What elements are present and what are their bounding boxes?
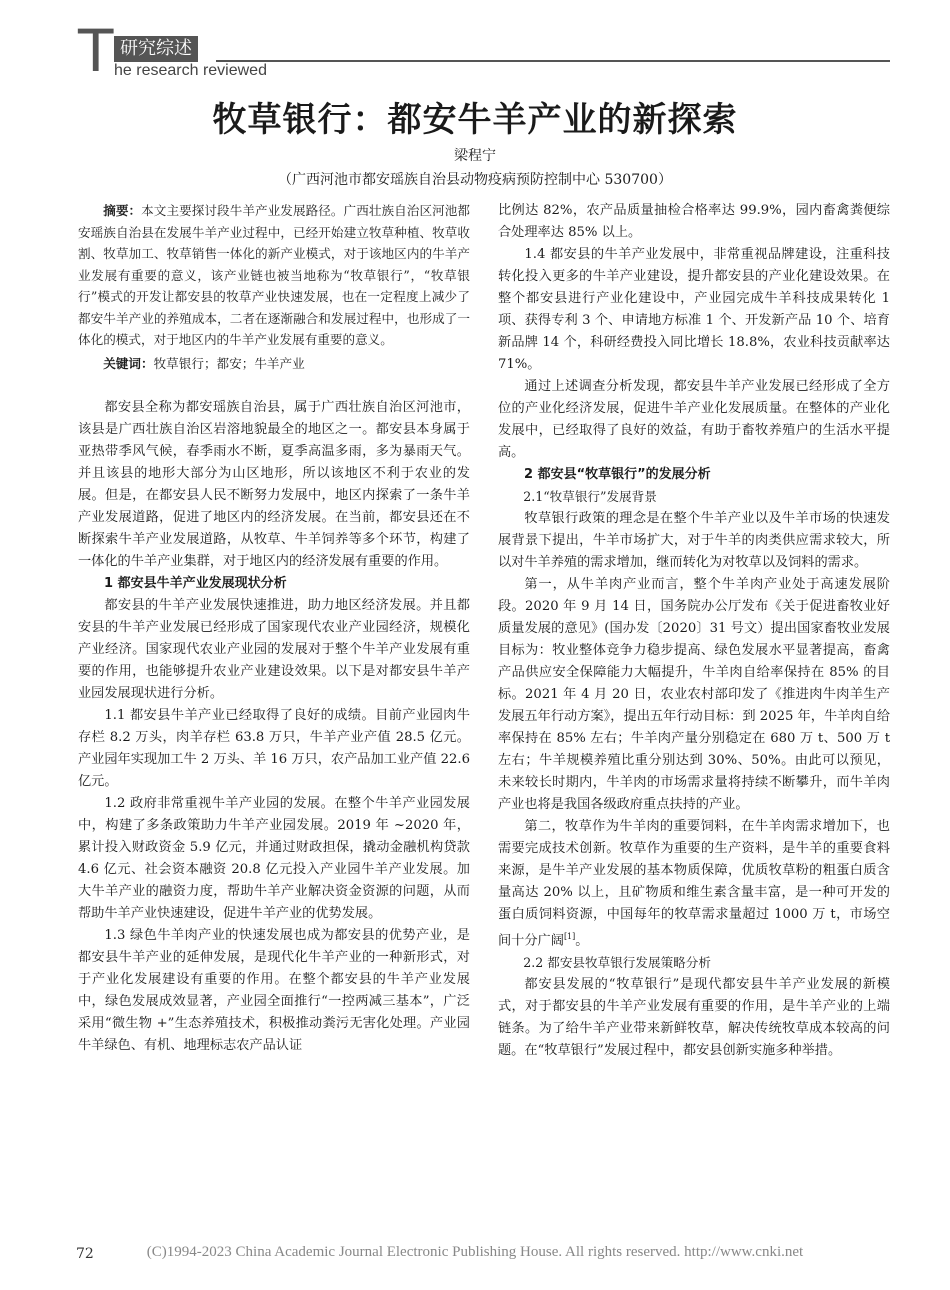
subsection-2-2-heading: 2.2 都安县牧草银行发展策略分析 — [523, 955, 711, 971]
section-label-cn: 研究综述 — [114, 36, 198, 62]
paragraph: 1.4 都安县的牛羊产业发展中，非常重视品牌建设，注重科技转化投入更多的牛羊产业建设，提升都安县的产业化建设效果。在整个都安县进行产业化建设中，产业园完成牛羊科技成果转化 1 项、获得专利 3 个、申请地方标准 1 个、开发新产品 10 个、培育新品牌 14 个，科研经费投入同比增长 18.8%，农业科技贡献率达 71%。 — [498, 247, 890, 372]
paragraph: 都安县的牛羊产业发展快速推进，助力地区经济发展。并且都安县的牛羊产业发展已经形成了国家现代农业产业园经济，规模化产业经济。国家现代农业产业园的发展对于整个牛羊产业发展有重要的作用，也能够提升农业产业建设效果。以下是对都安县牛羊产业园发展现状进行分析。 — [78, 597, 470, 701]
keywords-text: 牧草银行；都安；牛羊产业 — [153, 355, 305, 371]
section-2-heading: 2 都安县“牧草银行”的发展分析 — [524, 467, 711, 482]
section-label-en: he research reviewed — [114, 62, 267, 79]
article-author: 梁程宁 — [454, 148, 496, 164]
paragraph: 比例达 82%，农产品质量抽检合格率达 99.9%，园内畜禽粪便综合处理率达 85% 以上。 — [498, 203, 890, 240]
intro-paragraph: 都安县全称为都安瑶族自治县，属于广西壮族自治区河池市，该县是广西壮族自治区岩溶地貌最全的地区之一。都安县本身属于亚热带季风气候，春季雨水不断，夏季高温多雨，多为暴雨天气。并且该县的地形大部分为山区地形，所以该地区不利于农业的发展。但是，在都安县人民不断努力发展中，地区内探索了一条牛羊产业发展道路，促进了地区内的经济发展。在当前，都安县还在不断探索牛羊产业发展道路，从牧草、牛羊饲养等多个环节，构建了一体化的牛羊产业集群，对于地区内的经济发展有重要的作用。 — [78, 399, 470, 569]
keywords — [78, 353, 470, 375]
header-rule — [216, 60, 890, 62]
page-number: 72 — [76, 1246, 94, 1262]
paragraph-text: 第二，牧草作为牛羊肉的重要饲料，在牛羊肉需求增加下，也需要完成技术创新。牧草作为重要的生产资料，是牛羊的重要食料来源，是牛羊产业发展的基本物质保障，优质牧草粉的粗蛋白质含量高达 20% 以上，且矿物质和维生素含量丰富，是一种可开发的蛋白质饲料资源，中国每年的牧草需求量超过 1000 万 t，市场空间十分广阔 — [498, 819, 890, 949]
abstract-label: 摘要： — [103, 203, 142, 218]
article-title: 牧草银行：都安牛羊产业的新探索 — [212, 100, 738, 140]
abstract-text: 本文主要探讨段牛羊产业发展路径。广西壮族自治区河池都安瑶族自治县在发展牛羊产业过程中，已经开始建立牧草种植、牧草收割、牧草加工、牧草销售一体化的新产业模式，对于该地区内的牛羊产业发展有重要的意义，该产业链也被当地称为“牧草银行”，“牧草银行”模式的开发让都安县的牧草产业快速发展，也在一定程度上减少了都安牛羊产业的养殖成本，二者在逐渐融合和发展过程中，也形成了一体化的模式，对于地区内的牛羊产业发展有重要的意义。 — [78, 203, 471, 347]
paragraph: 1.3 绿色牛羊肉产业的快速发展也成为都安县的优势产业，是都安县牛羊产业的延伸发展，是现代化牛羊产业的一种新形式，对于产业化发展建设有重要的作用。在整个都安县的牛羊产业发展中，绿色发展成效显著，产业园全面推行“一控两减三基本”，广泛采用“微生物 +”生态养殖技术，积极推动粪污无害化处理。产业园牛羊绿色、有机、地理标志农产品认证 — [78, 927, 470, 1053]
copyright-footer: (C)1994-2023 China Academic Journal Electronic Publishing House. All rights reserved. http://www.cnki.net — [146, 1244, 804, 1260]
paragraph: 牧草银行政策的理念是在整个牛羊产业以及牛羊市场的快速发展背景下提出，牛羊市场扩大，对于牛羊的肉类供应需求较大，所以对牛羊养殖的需求增加，继而转化为对牧草以及饲料的需求。 — [498, 511, 890, 570]
paragraph: 通过上述调查分析发现，都安县牛羊产业发展已经形成了全方位的产业化经济发展，促进牛羊产业化发展质量。在整体的产业化发展中，已经取得了良好的效益，有助于畜牧养殖户的生活水平提高。 — [498, 379, 890, 460]
abstract — [78, 200, 470, 351]
paragraph: 1.2 政府非常重视牛羊产业园的发展。在整个牛羊产业园发展中，构建了多条政策助力牛羊产业园发展。2019 年 ~2020 年，累计投入财政资金 5.9 亿元，并通过财政担保，撬动金融机构贷款 4.6 亿元、社会资本融资 20.8 亿元投入产业园牛羊产业发展。加大牛羊产业的融资力度，帮助牛羊产业解决资金资源的问题，从而帮助牛羊产业快速建设，促进牛羊产业的优势发展。 — [78, 795, 470, 921]
paragraph: 第一，从牛羊肉产业而言，整个牛羊肉产业处于高速发展阶段。2020 年 9 月 14 日，国务院办公厅发布《关于促进畜牧业好质量发展的意见》(国办发〔2020〕31 号文）提出国家畜牧业发展目标为：牧业整体竞争力稳步提高、绿色发展水平显著提高，畜禽产品供应安全保障能力大幅提升，牛羊肉自给率保持在 85% 的目标。2021 年 4 月 20 日，农业农村部印发了《推进肉牛肉羊生产发展五年行动方案》，提出五年行动目标：到 2025 年，牛羊肉自给率保持在 85% 左右；牛羊肉产量分别稳定在 680 万 t、500 万 t 左右；牛羊规模养殖比重分别达到 30%、50%。由此可以预见，未来较长时期内，牛羊肉的市场需求量将持续不断攀升，而牛羊肉产业也将是我国各级政府重点扶持的产业。 — [498, 577, 890, 812]
paragraph: 都安县发展的“牧草银行”是现代都安县牛羊产业发展的新模式，对于都安县的牛羊产业发展有重要的作用，是牛羊产业的上端链条。为了给牛羊产业带来新鲜牧草，解决传统牧草成本较高的问题。在“牧草银行”发展过程中，都安县创新实施多种举措。 — [498, 977, 890, 1059]
article-affiliation: （广西河池市都安瑶族自治县动物疫病预防控制中心 530700） — [278, 172, 672, 188]
reference-marker[interactable]: [1] — [563, 932, 576, 941]
subsection-2-1-heading: 2.1“牧草银行”发展背景 — [523, 489, 657, 504]
right-column — [498, 200, 890, 1062]
keywords-label: 关键词： — [103, 355, 154, 371]
paragraph: 1.1 都安县牛羊产业已经取得了良好的成绩。目前产业园肉牛存栏 8.2 万头，肉羊存栏 63.8 万只，牛羊产业产值 28.5 亿元。产业园年实现加工牛 2 万头、羊 16 万只，农产品加工业产值 22.6 亿元。 — [78, 707, 470, 789]
section-1-heading: 1 都安县牛羊产业发展现状分析 — [104, 575, 287, 591]
header-initial: T — [78, 17, 114, 85]
journal-header — [78, 17, 890, 88]
paragraph: 第二，牧草作为牛羊肉的重要饲料，在牛羊肉需求增加下，也需要完成技术创新。牧草作为重要的生产资料，是牛羊的重要食料来源，是牛羊产业发展的基本物质保障，优质牧草粉的粗蛋白质含量高达 20% 以上，且矿物质和维生素含量丰富，是一种可开发的蛋白质饲料资源，中国每年的牧草需求量超过 1000 万 t，市场空间十分广阔[1]。 — [498, 819, 890, 949]
left-column — [78, 200, 470, 1057]
